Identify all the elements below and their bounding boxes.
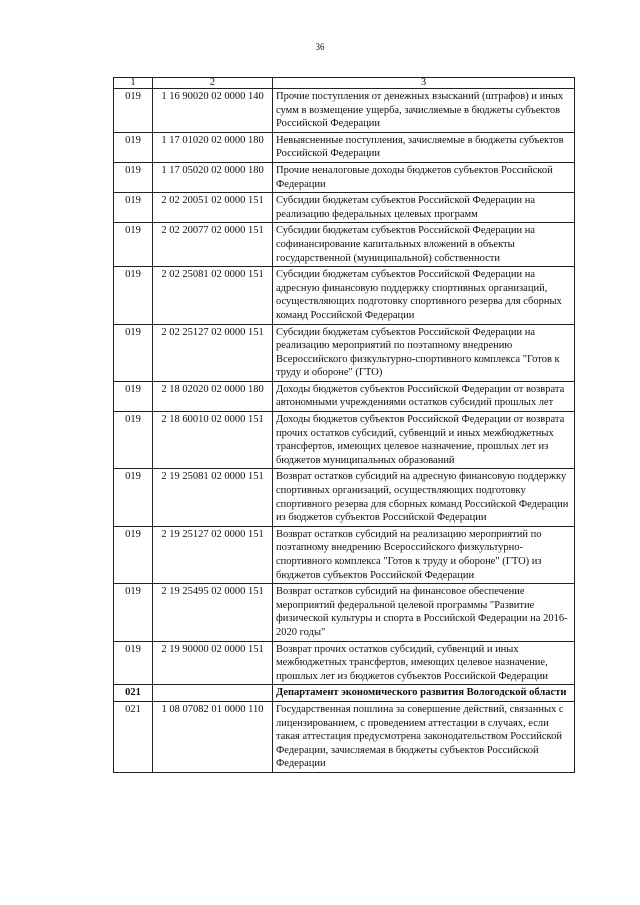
budget-code-cell: 1 08 07082 01 0000 110 xyxy=(153,701,273,772)
column-header-1: 1 xyxy=(114,78,153,89)
admin-code-cell: 019 xyxy=(114,193,153,223)
admin-code-cell: 019 xyxy=(114,469,153,526)
budget-code-cell: 2 18 02020 02 0000 180 xyxy=(153,381,273,411)
table-row xyxy=(114,701,575,772)
budget-code-cell: 1 17 01020 02 0000 180 xyxy=(153,132,273,162)
table-row xyxy=(114,381,575,411)
income-name-cell: Субсидии бюджетам субъектов Российской Федерации на адресную финансовую поддержку спортивных организаций, осуществляющих подготовку спортивного резерва для сборных команд Российской Федерации xyxy=(273,267,575,324)
table-row xyxy=(114,641,575,685)
admin-code-cell: 019 xyxy=(114,132,153,162)
table-row xyxy=(114,526,575,583)
budget-code-cell: 2 19 90000 02 0000 151 xyxy=(153,641,273,685)
table-row xyxy=(114,267,575,324)
income-name-cell: Возврат остатков субсидий на адресную финансовую поддержку спортивных организаций, осуществляющих подготовку спортивного резерва для сборных команд Российской Федерации из бюджетов субъектов Российской Федерации xyxy=(273,469,575,526)
income-name-cell: Департамент экономического развития Вологодской области xyxy=(273,685,575,702)
admin-code-cell: 019 xyxy=(114,223,153,267)
income-name-cell: Прочие поступления от денежных взысканий (штрафов) и иных сумм в возмещение ущерба, зачисляемые в бюджеты субъектов Российской Федерации xyxy=(273,89,575,133)
budget-code-cell: 1 17 05020 02 0000 180 xyxy=(153,162,273,192)
income-name-cell: Государственная пошлина за совершение действий, связанных с лицензированием, с проведением аттестации в случаях, если такая аттестация предусмотрена законодательством Российской Федерации, зачисляемая в бюджеты субъектов Российской Федерации xyxy=(273,701,575,772)
income-name-cell: Доходы бюджетов субъектов Российской Федерации от возврата прочих остатков субсидий, субвенций и иных межбюджетных трансфертов, имеющих целевое назначение, прошлых лет из бюджетов муниципальных образований xyxy=(273,412,575,469)
column-header-2: 2 xyxy=(153,78,273,89)
budget-code-cell: 2 02 20051 02 0000 151 xyxy=(153,193,273,223)
budget-classification-table xyxy=(113,77,575,773)
admin-code-cell: 019 xyxy=(114,641,153,685)
budget-code-cell: 2 02 25127 02 0000 151 xyxy=(153,324,273,381)
income-name-cell: Возврат остатков субсидий на реализацию мероприятий по поэтапному внедрению Всероссийского физкультурно-спортивного комплекса "Готов к труду и обороне" (ГТО) из бюджетов субъектов Российской Федерации xyxy=(273,526,575,583)
budget-code-cell: 2 19 25127 02 0000 151 xyxy=(153,526,273,583)
income-name-cell: Невыясненные поступления, зачисляемые в бюджеты субъектов Российской Федерации xyxy=(273,132,575,162)
table-row xyxy=(114,223,575,267)
budget-code-cell: 2 02 20077 02 0000 151 xyxy=(153,223,273,267)
table-row xyxy=(114,584,575,641)
table-row xyxy=(114,89,575,133)
budget-code-cell xyxy=(153,685,273,702)
table-row xyxy=(114,162,575,192)
income-name-cell: Субсидии бюджетам субъектов Российской Федерации на реализацию федеральных целевых программ xyxy=(273,193,575,223)
column-header-3: 3 xyxy=(273,78,575,89)
admin-code-cell: 019 xyxy=(114,162,153,192)
table-header-row xyxy=(114,78,575,89)
income-name-cell: Субсидии бюджетам субъектов Российской Федерации на софинансирование капитальных вложений в объекты государственной (муниципальной) собственности xyxy=(273,223,575,267)
income-name-cell: Субсидии бюджетам субъектов Российской Федерации на реализацию мероприятий по поэтапному внедрению Всероссийского физкультурно-спортивного комплекса "Готов к труду и обороне" (ГТО) xyxy=(273,324,575,381)
admin-code-cell: 019 xyxy=(114,267,153,324)
admin-code-cell: 019 xyxy=(114,526,153,583)
table-row xyxy=(114,412,575,469)
budget-code-cell: 2 18 60010 02 0000 151 xyxy=(153,412,273,469)
admin-code-cell: 019 xyxy=(114,584,153,641)
admin-code-cell: 021 xyxy=(114,701,153,772)
page-number: 36 xyxy=(315,42,325,52)
budget-code-cell: 2 02 25081 02 0000 151 xyxy=(153,267,273,324)
table-row xyxy=(114,132,575,162)
table-row xyxy=(114,685,575,702)
admin-code-cell: 019 xyxy=(114,381,153,411)
admin-code-cell: 019 xyxy=(114,412,153,469)
admin-code-cell: 021 xyxy=(114,685,153,702)
income-name-cell: Доходы бюджетов субъектов Российской Федерации от возврата автономными учреждениями остатков субсидий прошлых лет xyxy=(273,381,575,411)
budget-code-cell: 2 19 25081 02 0000 151 xyxy=(153,469,273,526)
table-row xyxy=(114,469,575,526)
admin-code-cell: 019 xyxy=(114,89,153,133)
budget-code-cell: 1 16 90020 02 0000 140 xyxy=(153,89,273,133)
income-name-cell: Прочие неналоговые доходы бюджетов субъектов Российской Федерации xyxy=(273,162,575,192)
admin-code-cell: 019 xyxy=(114,324,153,381)
budget-code-cell: 2 19 25495 02 0000 151 xyxy=(153,584,273,641)
income-name-cell: Возврат прочих остатков субсидий, субвенций и иных межбюджетных трансфертов, имеющих целевое назначение, прошлых лет из бюджетов субъектов Российской Федерации xyxy=(273,641,575,685)
table-row xyxy=(114,193,575,223)
table-row xyxy=(114,324,575,381)
income-name-cell: Возврат остатков субсидий на финансовое обеспечение мероприятий федеральной целевой программы "Развитие физической культуры и спорта в Российской Федерации на 2016-2020 годы" xyxy=(273,584,575,641)
